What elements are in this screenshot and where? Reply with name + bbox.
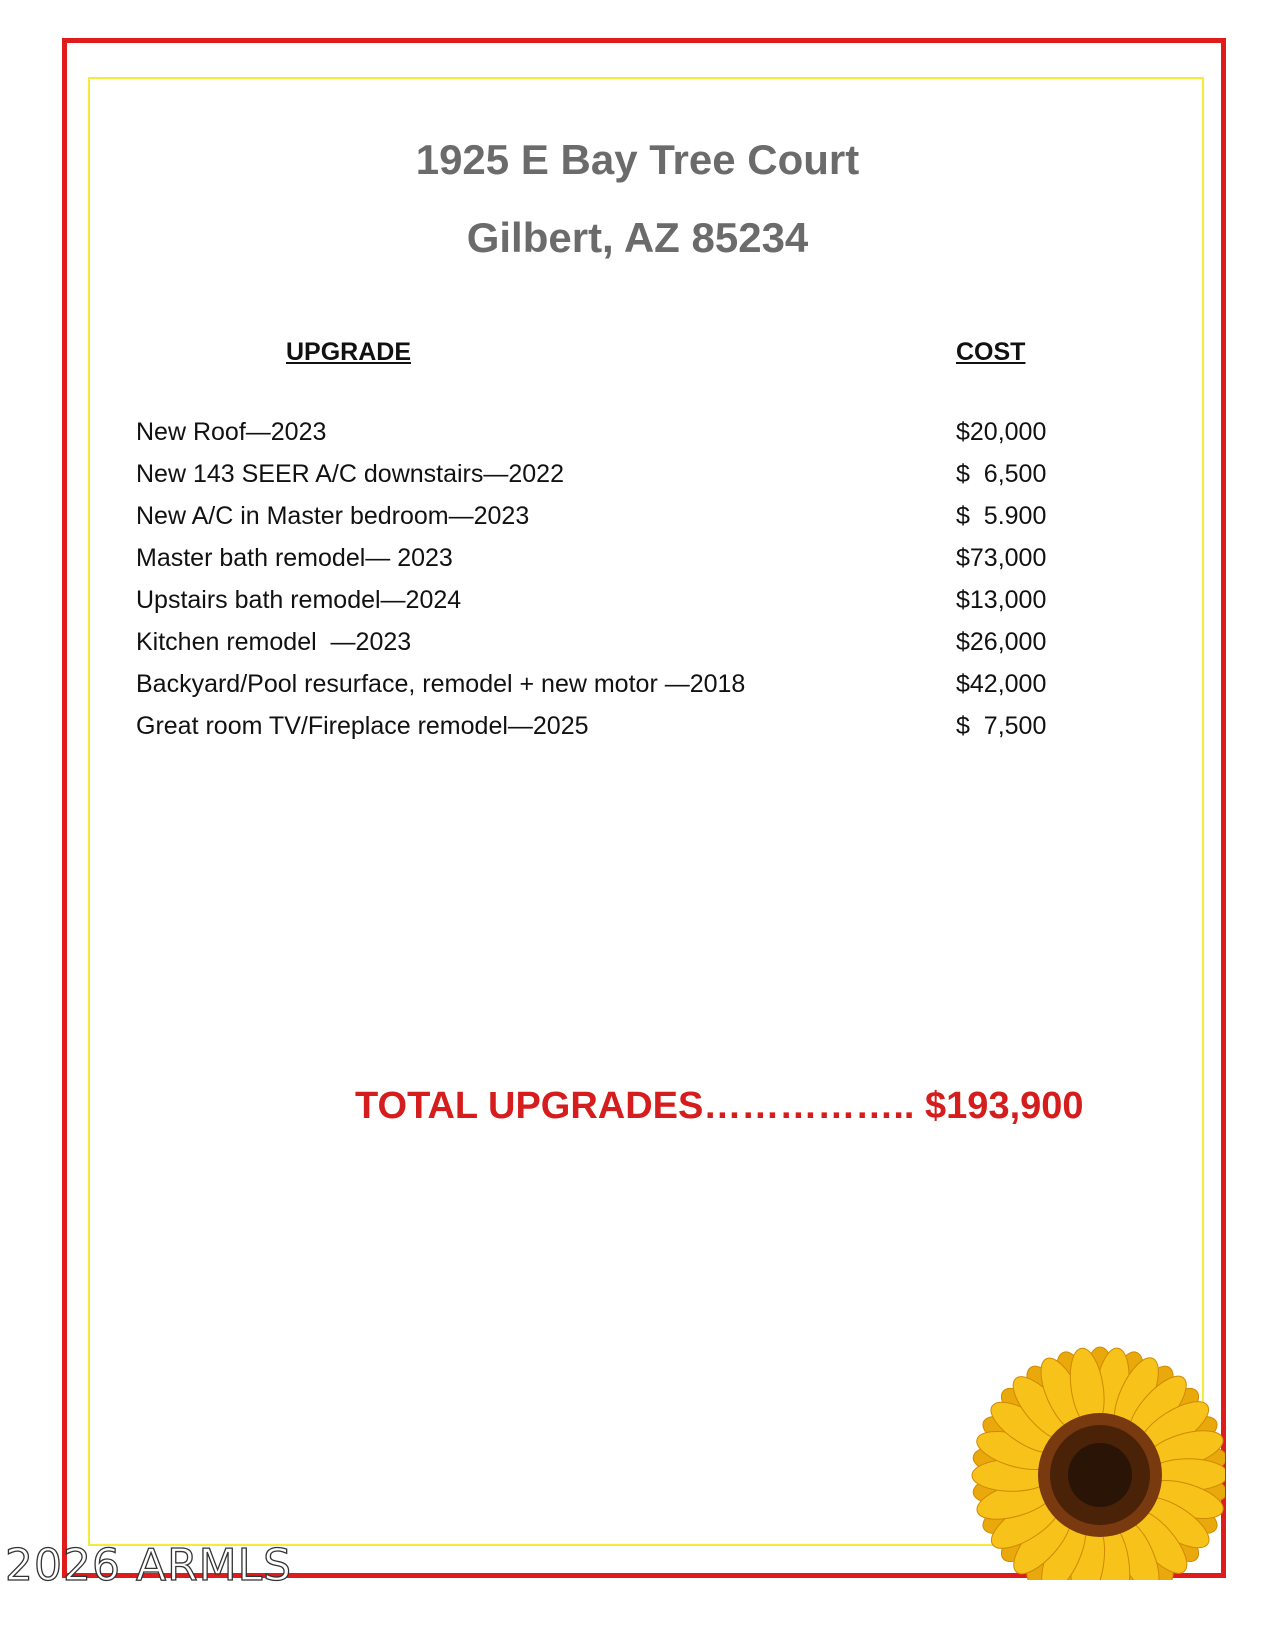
cost-column-header: COST	[956, 338, 1026, 366]
sunflower-image	[955, 1330, 1225, 1580]
table-row	[136, 628, 1096, 668]
upgrade-item: Master bath remodel— 2023	[136, 544, 453, 572]
upgrade-cost: $ 5.900	[956, 502, 1047, 530]
upgrade-column-header: UPGRADE	[286, 338, 412, 366]
upgrade-cost: $13,000	[956, 586, 1047, 614]
upgrade-cost: $ 6,500	[956, 460, 1047, 488]
upgrade-cost: $73,000	[956, 544, 1047, 572]
table-row	[136, 418, 1096, 458]
table-row	[136, 586, 1096, 626]
upgrade-item: New Roof—2023	[136, 418, 327, 446]
upgrade-item: New 143 SEER A/C downstairs—2022	[136, 460, 564, 488]
upgrade-cost: $ 7,500	[956, 712, 1047, 740]
table-row	[136, 460, 1096, 500]
address-line-1: 1925 E Bay Tree Court	[415, 136, 860, 183]
address-line-2: Gilbert, AZ 85234	[466, 214, 809, 261]
upgrade-item: Great room TV/Fireplace remodel—2025	[136, 712, 589, 740]
upgrade-cost: $42,000	[956, 670, 1047, 698]
yellow-inner-border	[88, 77, 1204, 1546]
upgrade-cost: $26,000	[956, 628, 1047, 656]
total-upgrades: TOTAL UPGRADES…………….. $193,900	[355, 1085, 1084, 1127]
upgrade-item: New A/C in Master bedroom—2023	[136, 502, 530, 530]
upgrade-cost: $20,000	[956, 418, 1047, 446]
table-row	[136, 544, 1096, 584]
upgrade-item: Kitchen remodel —2023	[136, 628, 412, 656]
table-row	[136, 502, 1096, 542]
upgrade-item: Upstairs bath remodel—2024	[136, 586, 462, 614]
armls-watermark: 2026 ARMLS	[5, 1540, 293, 1591]
table-row	[136, 712, 1096, 752]
upgrade-item: Backyard/Pool resurface, remodel + new motor —2018	[136, 670, 746, 698]
table-row	[136, 670, 1096, 710]
